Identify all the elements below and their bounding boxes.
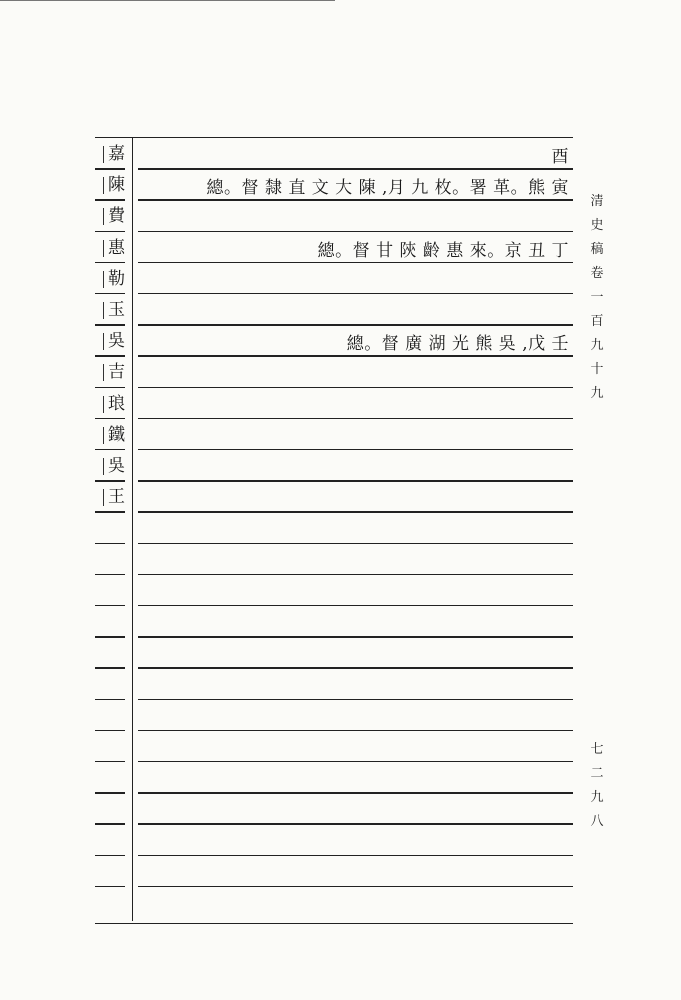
page-number-text: 七 二 九 八 [590,742,604,829]
left-column-entry [98,357,130,388]
row-text: 酉 [551,147,569,167]
table-bottom-rule [95,923,573,924]
row-rule [138,792,573,793]
row-rule [138,449,573,450]
left-column-rule [95,543,125,544]
running-head-text: 清 史 稿 卷 一 百 九 十 九 [590,194,604,401]
left-column-char: 鐵 [103,427,125,444]
table-row [552,139,570,170]
left-column-char: 琅 [103,396,125,413]
row-rule [138,605,573,606]
left-column-rule [95,667,125,668]
left-column-char: 陳 [103,177,125,194]
left-column-entry [98,389,130,420]
row-rule [138,730,573,731]
left-column-rule [95,761,125,762]
left-column-char: 吳 [103,458,125,475]
row-text: 總。督 隸 直 文 大 陳 ,月 九 枚。署 革。熊 寅 [206,178,569,199]
left-column-char: 玉 [103,302,125,319]
left-column-char: 吳 [103,333,125,350]
left-column-rule [95,636,125,637]
left-column-rule [95,886,125,887]
table-row [347,326,569,357]
column-divider [132,137,133,921]
row-rule [138,418,573,419]
row-rule [138,699,573,700]
left-column-char: 吉 [103,364,125,381]
left-column-entry [98,264,130,295]
row-text: 總。督 廣 湖 光 熊 吳 ,戊 壬 [346,334,569,355]
left-column-entry [98,451,130,482]
left-column-rule [95,699,125,700]
left-column-entry [98,233,130,264]
left-column-char: 勒 [103,271,125,288]
left-column-rule [95,823,125,824]
left-column-rule [95,730,125,731]
row-rule [138,636,573,637]
running-head [586,190,608,406]
row-rule [138,823,573,824]
left-column-char: 王 [103,489,125,506]
left-column-entry [98,139,130,170]
row-rule [138,387,573,388]
row-rule [138,480,573,481]
left-column-entry [98,326,130,357]
row-text: 總。督 甘 陝 齡 惠 來。京 丑 丁 [317,240,569,261]
row-rule [138,761,573,762]
row-rule [138,886,573,887]
left-column-rule [95,605,125,606]
row-rule [138,511,573,512]
left-column-rule [95,792,125,793]
table-row [318,233,569,264]
row-rule [138,667,573,668]
left-column-rule [95,574,125,575]
page-number [586,738,608,834]
left-column-char: 惠 [103,240,125,257]
left-column-entry [98,482,130,513]
table-top-rule [95,137,573,138]
left-column-char: 費 [103,208,125,225]
row-rule [138,855,573,856]
table-row [207,170,569,201]
row-rule [138,293,573,294]
left-column-rule [95,855,125,856]
left-column-entry [98,295,130,326]
left-column-entry [98,420,130,451]
left-column-char: 嘉 [103,146,125,163]
row-rule [138,574,573,575]
row-rule [138,543,573,544]
left-column-entry [98,201,130,232]
left-column-entry [98,170,130,201]
